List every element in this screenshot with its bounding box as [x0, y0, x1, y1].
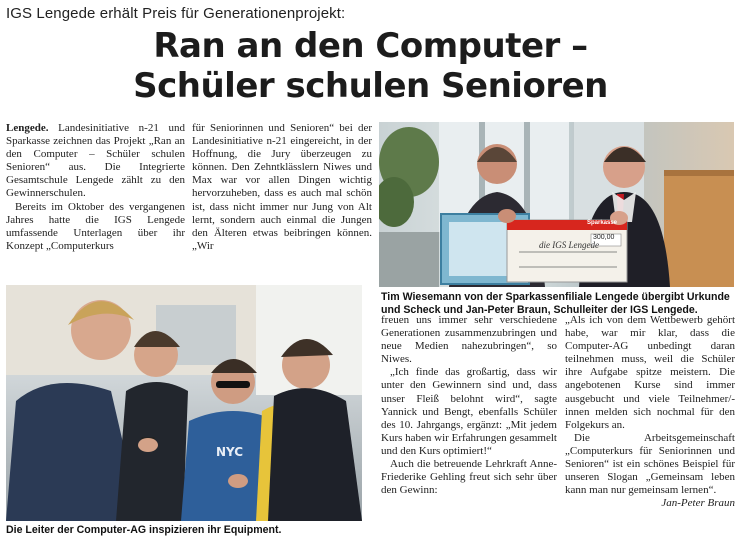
author-byline: Jan-Peter Braun [661, 497, 735, 510]
check-payee: die IGS Lengede [539, 240, 599, 250]
paragraph-2: Bereits im Oktober des vergangenen Jahres hatte die IGS Lengede umfassende Unterlagen über ihr Konzept „Computerkurs [6, 200, 185, 252]
paragraph-1 [6, 122, 185, 201]
headline [0, 26, 741, 106]
paragraph-5: „Ich finde das großartig, dass wir unter den Gewinnern sind und, dass unser Fleiß belohnt wird“, sagte Yannick und Bengt, ebenfalls Schüler des 10. Jahrgangs, ergänzt: „Mit jedem Kurs haben wir Erfahrungen gesammelt und den Kurs optimiert!“ [381, 366, 557, 457]
article-column-4 [565, 314, 735, 510]
paragraph-3: für Seniorinnen und Senioren“ bei der Landesinitiative n-21 eingereicht, in der Hoffnung, die Jury überzeugen zu können. Den Zehntklässlern Niwes und Max war vor allen Dingen wichtig hervorzuheben, dass es auch mal schön ist, dass nicht immer nur Jung von Alt lernt, sondern auch einmal die Jungen den Älteren etwas beibringen können. „Wir [192, 122, 372, 252]
kicker: IGS Lengede erhält Preis für Generationenprojekt: [6, 5, 346, 22]
check-amount: 300,00 [593, 234, 615, 241]
award-photo [379, 122, 734, 287]
students-photo [6, 285, 362, 521]
headline-line-1: Ran an den Computer – [153, 26, 588, 66]
students-photo-caption: Die Leiter der Computer-AG inspizieren ihr Equipment. [6, 524, 282, 536]
paragraph-8 [565, 431, 735, 510]
dateline: Lengede. [6, 122, 49, 134]
paragraph-7: „Als ich von dem Wettbewerb gehört habe, war mir klar, dass die Computer-AG unbedingt daran teilnehmen muss, weil die Schüler ihre Aufgabe spitze meistern. Die angebotenen Kurse sind immer ausgebucht und viele Teilnehmer/-innen melden sich nochmal für den Folgekurs an. [565, 314, 735, 431]
students-photo-illustration [6, 285, 362, 521]
sparkasse-label: Sparkasse [587, 220, 618, 226]
article-column-2 [192, 122, 372, 253]
article-column-1 [6, 122, 185, 253]
nyc-shirt-text: NYC [216, 445, 244, 459]
paragraph-8-text: Die Arbeitsgemeinschaft „Computerkurs für Seniorinnen und Senioren“ ist ein schönes Beispiel für unseren Slogan „Gemeinsam leben kann man nur gemeinsam lernen“. [565, 431, 735, 497]
article-column-3 [381, 314, 557, 497]
paragraph-4: freuen uns immer sehr verschiedene Generationen zusammenzubringen und neue Medien nahezubringen“, so Niwes. [381, 314, 557, 366]
award-photo-caption: Tim Wiesemann von der Sparkassenfiliale Lengede übergibt Urkunde und Scheck und Jan-Peter Braun, Schulleiter der IGS Lengede. [381, 291, 730, 316]
award-photo-illustration [379, 122, 734, 287]
paragraph-1-text: Landesinitiative n-21 und Sparkasse zeichnen das Projekt „Ran an den Computer – Schüler schulen Senioren“ aus. Die Integrierte Gesamtschule Lengede zählt zu den Gewinnerschulen. [6, 122, 185, 200]
paragraph-6: Auch die betreuende Lehrkraft Anne-Friederike Gehling freut sich sehr über den Gewinn: [381, 458, 557, 497]
headline-line-2: Schüler schulen Senioren [133, 66, 608, 106]
